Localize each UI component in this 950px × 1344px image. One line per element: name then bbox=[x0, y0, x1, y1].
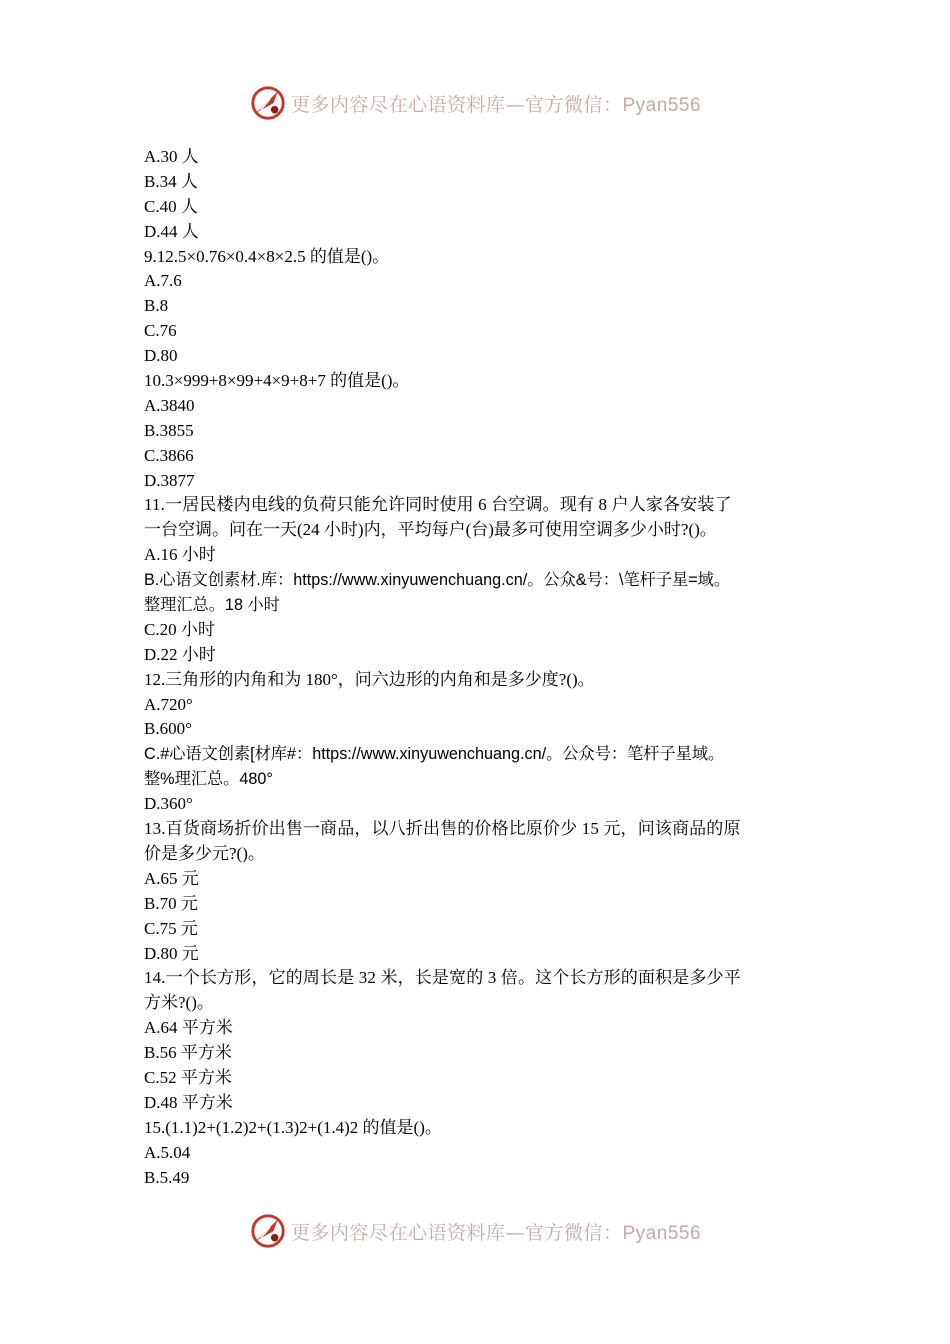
text-line: C.75 元 bbox=[144, 918, 198, 938]
text-line: D.360° bbox=[144, 794, 193, 814]
question-11: 11.一居民楼内电线的负荷只能允许同时使用 6 台空调。现有 8 户人家各安装了 bbox=[144, 495, 732, 515]
text-line: B.600° bbox=[144, 719, 192, 739]
text-line: A.7.6 bbox=[144, 271, 182, 291]
text-line: C.52 平方米 bbox=[144, 1067, 232, 1087]
watermark-line: C.#心语文创素[材库#：https://www.xinyuwenchuang.cn/。公众号：笔杆子星域。 bbox=[144, 745, 725, 764]
watermark-line: 整理汇总。18 小时 bbox=[144, 596, 280, 615]
watermark-line: 整%理汇总。480° bbox=[144, 770, 273, 789]
question-14: 14.一个长方形，它的周长是 32 米，长是宽的 3 倍。这个长方形的面积是多少平 bbox=[144, 968, 741, 988]
text-line: C.40 人 bbox=[144, 196, 198, 216]
banner-text: 更多内容尽在心语资料库—官方微信：Pyan556 bbox=[290, 1221, 702, 1244]
text-line: B.56 平方米 bbox=[144, 1043, 232, 1063]
text-line: D.22 小时 bbox=[144, 644, 216, 664]
footer-banner bbox=[0, 1209, 950, 1253]
text-line: D.80 元 bbox=[144, 943, 199, 963]
text-line: D.80 bbox=[144, 346, 178, 366]
text-line: 价是多少元?()。 bbox=[144, 843, 265, 863]
question-10: 10.3×999+8×99+4×9+8+7 的值是()。 bbox=[144, 371, 410, 391]
text-line: B.8 bbox=[144, 296, 169, 316]
text-line: C.3866 bbox=[144, 445, 194, 465]
text-line: A.65 元 bbox=[144, 868, 199, 888]
document-body bbox=[144, 145, 809, 1190]
quill-logo-icon bbox=[249, 84, 287, 122]
question-13: 13.百货商场折价出售一商品，以八折出售的价格比原价少 15 元，问该商品的原 bbox=[144, 819, 741, 839]
text-line: A.5.04 bbox=[144, 1142, 191, 1162]
text-line: B.5.49 bbox=[144, 1167, 190, 1187]
text-line: B.3855 bbox=[144, 420, 194, 440]
text-line: A.3840 bbox=[144, 395, 195, 415]
text-line: A.720° bbox=[144, 694, 193, 714]
wechat-id: Pyan556 bbox=[622, 1222, 702, 1244]
text-line: C.20 小时 bbox=[144, 619, 215, 639]
text-line: A.30 人 bbox=[144, 147, 199, 166]
text-line: 一台空调。问在一天(24 小时)内，平均每户(台)最多可使用空调多少小时?()。 bbox=[144, 520, 717, 540]
question-15: 15.(1.1)2+(1.2)2+(1.3)2+(1.4)2 的值是()。 bbox=[144, 1117, 442, 1137]
text-line: B.34 人 bbox=[144, 171, 198, 191]
text-line: A.64 平方米 bbox=[144, 1018, 233, 1038]
header-banner bbox=[0, 81, 950, 125]
text-line: D.3877 bbox=[144, 470, 195, 490]
question-12: 12.三角形的内角和为 180°，问六边形的内角和是多少度?()。 bbox=[144, 669, 595, 689]
text-line: A.16 小时 bbox=[144, 545, 216, 565]
text-line: D.44 人 bbox=[144, 221, 199, 241]
banner-text: 更多内容尽在心语资料库—官方微信：Pyan556 bbox=[290, 93, 702, 116]
wechat-id: Pyan556 bbox=[622, 94, 702, 116]
question-9: 9.12.5×0.76×0.4×8×2.5 的值是()。 bbox=[144, 246, 390, 266]
text-line: C.76 bbox=[144, 321, 177, 341]
text-line: 方米?()。 bbox=[144, 993, 214, 1013]
quill-logo-icon bbox=[249, 1212, 287, 1250]
text-line: B.70 元 bbox=[144, 893, 198, 913]
watermark-line: B.心语文创素材.库：https://www.xinyuwenchuang.cn/。公众&号：\笔杆子星=域。 bbox=[144, 571, 731, 590]
text-line: D.48 平方米 bbox=[144, 1092, 233, 1112]
